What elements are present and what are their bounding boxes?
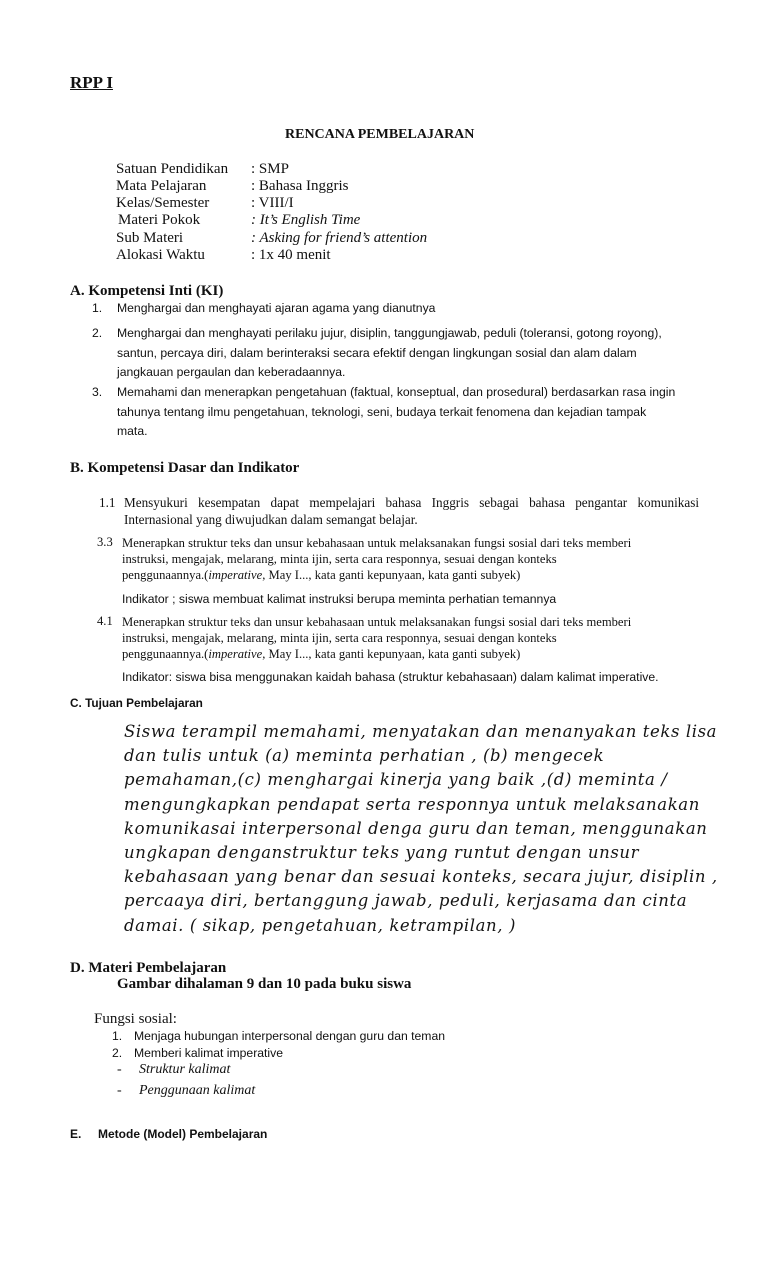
list-item-line: Menghargai dan menghayati ajaran agama yang dianutnya bbox=[117, 301, 436, 315]
kd-text-part: penggunaannya.( bbox=[122, 568, 209, 582]
kd-block bbox=[122, 614, 631, 662]
section-a-heading: A. Kompetensi Inti (KI) bbox=[70, 283, 224, 299]
list-item-line: Menghargai dan menghayati perilaku jujur, disiplin, tanggungjawab, peduli (toleransi, gotong royong), bbox=[117, 326, 662, 340]
kd-text-part: , May I..., kata ganti kepunyaan, kata ganti subyek) bbox=[262, 647, 521, 661]
tujuan-line: dan tulis untuk (a) meminta perhatian , (b) mengecek bbox=[124, 746, 605, 766]
list-item-line: mata. bbox=[117, 424, 148, 438]
kd-text-part: penggunaannya.( bbox=[122, 647, 209, 661]
list-item bbox=[117, 299, 435, 318]
tujuan-line: mengungkapkan pendapat serta responnya untuk melaksanakan bbox=[124, 794, 700, 814]
tujuan-line: Siswa terampil memahami, menyatakan dan menanyakan teks lisa bbox=[124, 722, 718, 741]
section-d-subheading: Gambar dihalaman 9 dan 10 pada buku siswa bbox=[117, 976, 412, 992]
document-header: RPP I bbox=[70, 73, 113, 92]
kd-text: instruksi, mengajak, melarang, minta ijin, serta cara responnya, sesuai dengan konteks bbox=[122, 631, 557, 645]
tujuan-line: komunikasai interpersonal denga guru dan teman, menggunakan bbox=[124, 818, 708, 838]
kd-text-italic: imperative bbox=[208, 647, 263, 661]
tujuan-line: percaaya diri, bertanggung jawab, peduli, kerjasama dan cinta bbox=[124, 891, 688, 911]
identity-label: Materi Pokok bbox=[118, 212, 201, 228]
identity-value: : 1x 40 menit bbox=[251, 247, 331, 263]
kd-text: Menerapkan struktur teks dan unsur kebahasaan untuk melaksanakan fungsi sosial dari teks memberi bbox=[122, 536, 632, 550]
list-item bbox=[117, 324, 662, 383]
identity-label: Satuan Pendidikan bbox=[116, 161, 229, 177]
kd-text: Mensyukuri kesempatan dapat mempelajari bahasa Inggris sebagai bahasa pengantar komunikasi bbox=[124, 495, 699, 510]
kd-text bbox=[122, 567, 631, 583]
identity-value: : Bahasa Inggris bbox=[251, 178, 349, 194]
list-item-line: Memahami dan menerapkan pengetahuan (faktual, konseptual, dan prosedural) berdasarkan rasa ingin bbox=[117, 385, 676, 399]
list-number: 3. bbox=[92, 385, 103, 399]
list-number: 1. bbox=[92, 301, 103, 315]
identity-value: : Asking for friend’s attention bbox=[251, 230, 428, 246]
identity-label: Mata Pelajaran bbox=[116, 178, 207, 194]
section-d-heading: D. Materi Pembelajaran bbox=[70, 960, 227, 976]
section-c-heading: C. Tujuan Pembelajaran bbox=[70, 696, 203, 710]
dash-item: Penggunaan kalimat bbox=[139, 1083, 256, 1098]
kd-number: 1.1 bbox=[99, 495, 116, 510]
identity-value: : It’s English Time bbox=[251, 212, 361, 228]
dash-bullet: - bbox=[117, 1083, 122, 1098]
kd-text: Menerapkan struktur teks dan unsur kebahasaan untuk melaksanakan fungsi sosial dari teks memberi bbox=[122, 615, 632, 629]
list-item: Menjaga hubungan interpersonal dengan guru dan teman bbox=[134, 1029, 446, 1043]
identity-value: : SMP bbox=[251, 161, 289, 177]
dash-item: Struktur kalimat bbox=[139, 1062, 231, 1077]
list-number: 2. bbox=[112, 1046, 123, 1060]
kd-number: 3.3 bbox=[97, 535, 113, 549]
kd-text bbox=[122, 646, 631, 662]
identity-label: Alokasi Waktu bbox=[116, 247, 205, 263]
identity-value: : VIII/I bbox=[251, 195, 294, 211]
section-e-number: E. bbox=[70, 1127, 82, 1141]
fungsi-sosial-label: Fungsi sosial: bbox=[94, 1011, 177, 1027]
list-number: 2. bbox=[92, 326, 103, 340]
identity-label: Kelas/Semester bbox=[116, 195, 210, 211]
dash-bullet: - bbox=[117, 1062, 122, 1077]
list-item: Memberi kalimat imperative bbox=[134, 1046, 283, 1060]
page-title: RENCANA PEMBELAJARAN bbox=[285, 127, 475, 142]
section-e-heading: Metode (Model) Pembelajaran bbox=[98, 1127, 268, 1141]
list-item-line: santun, percaya diri, dalam berinteraksi secara efektif dengan lingkungan sosial dan alam dalam bbox=[117, 345, 637, 360]
indikator-text: Indikator ; siswa membuat kalimat instruksi berupa meminta perhatian temannya bbox=[122, 592, 557, 606]
tujuan-line: ungkapan denganstruktur teks yang runtut dengan unsur bbox=[124, 843, 640, 863]
kd-text-italic: imperative bbox=[208, 568, 263, 582]
list-item-line: tahunya tentang ilmu pengetahuan, teknologi, seni, budaya terkait fenomena dan kejadian tampak bbox=[117, 404, 647, 419]
kd-text: Internasional yang diwujudkan dalam semangat belajar. bbox=[124, 512, 418, 527]
indikator-text: Indikator: siswa bisa menggunakan kaidah bahasa (struktur kebahasaan) dalam kalimat imperative. bbox=[122, 670, 659, 684]
kd-number: 4.1 bbox=[97, 614, 113, 628]
kd-block bbox=[122, 535, 631, 583]
identity-label: Sub Materi bbox=[116, 230, 184, 246]
kd-text: instruksi, mengajak, melarang, minta ijin, serta cara responnya, sesuai dengan konteks bbox=[122, 552, 557, 566]
list-number: 1. bbox=[112, 1029, 123, 1043]
tujuan-line: damai. ( sikap, pengetahuan, ketrampilan, ) bbox=[124, 915, 516, 935]
kd-text-part: , May I..., kata ganti kepunyaan, kata ganti subyek) bbox=[262, 568, 521, 582]
tujuan-line: kebahasaan yang benar dan sesuai konteks, secara jujur, disiplin , bbox=[124, 867, 718, 887]
list-item bbox=[117, 383, 675, 442]
list-item-line: jangkauan pergaulan dan keberadaannya. bbox=[117, 365, 346, 379]
section-b-heading: B. Kompetensi Dasar dan Indikator bbox=[70, 460, 300, 476]
tujuan-line: pemahaman,(c) menghargai kinerja yang baik ,(d) meminta / bbox=[124, 770, 668, 790]
tujuan-handwritten-block bbox=[124, 720, 718, 938]
